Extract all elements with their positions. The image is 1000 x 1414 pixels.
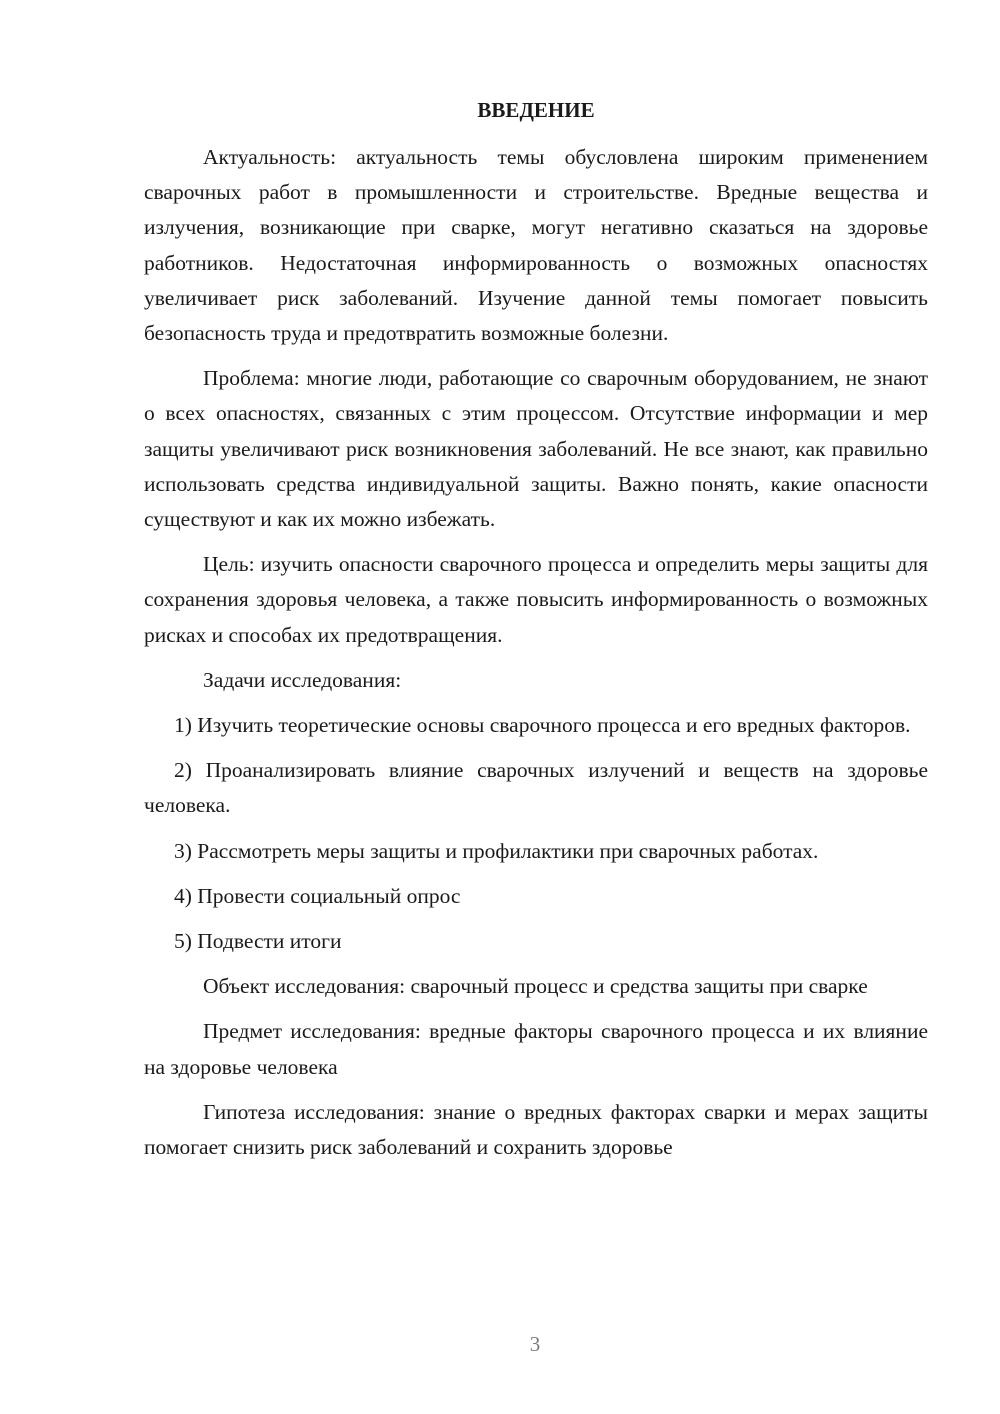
paragraph-problem: Проблема: многие люди, работающие со сварочным оборудованием, не знают о всех опасностях, связанных с этим процессом. Отсутствие информации и мер защиты увеличивают риск возникновения заболеваний. Не все знают, как правильно использовать средства индивидуальной защиты. Важно понять, какие опасности существуют и как их можно избежать.: [144, 366, 928, 532]
paragraph-tasks-intro: Задачи исследования:: [203, 667, 402, 692]
paragraph-goal: Цель: изучить опасности сварочного процесса и определить меры защиты для сохранения здоровья человека, а также повысить информированность о возможных рисках и способах их предотвращения.: [144, 552, 928, 647]
task-item: 4) Провести социальный опрос: [174, 883, 461, 908]
paragraph-object: Объект исследования: сварочный процесс и средства защиты при сварке: [203, 974, 868, 999]
task-item: 5) Подвести итоги: [174, 929, 342, 954]
task-item: 2) Проанализировать влияние сварочных излучений и веществ на здоровье человека.: [144, 758, 928, 818]
document-page: [144, 93, 928, 1175]
task-item: 3) Рассмотреть меры защиты и профилактики при сварочных работах.: [174, 838, 819, 863]
task-item: 1) Изучить теоретические основы сварочного процесса и его вредных факторов.: [174, 713, 911, 738]
paragraph-subject: Предмет исследования: вредные факторы сварочного процесса и их влияние на здоровье человека: [144, 1019, 928, 1079]
page-number: 3: [529, 1332, 541, 1356]
paragraph-relevance: Актуальность: актуальность темы обусловлена широким применением сварочных работ в промышленности и строительстве. Вредные вещества и излучения, возникающие при сварке, могут негативно сказаться на здоровье работников. Недостаточная информированность о возможных опасностях увеличивает риск заболеваний. Изучение данной темы помогает повысить безопасность труда и предотвратить возможные болезни.: [144, 145, 928, 346]
section-heading: ВВЕДЕНИЕ: [477, 98, 595, 122]
paragraph-hypothesis: Гипотеза исследования: знание о вредных факторах сварки и мерах защиты помогает снизить риск заболеваний и сохранить здоровье: [144, 1099, 928, 1160]
